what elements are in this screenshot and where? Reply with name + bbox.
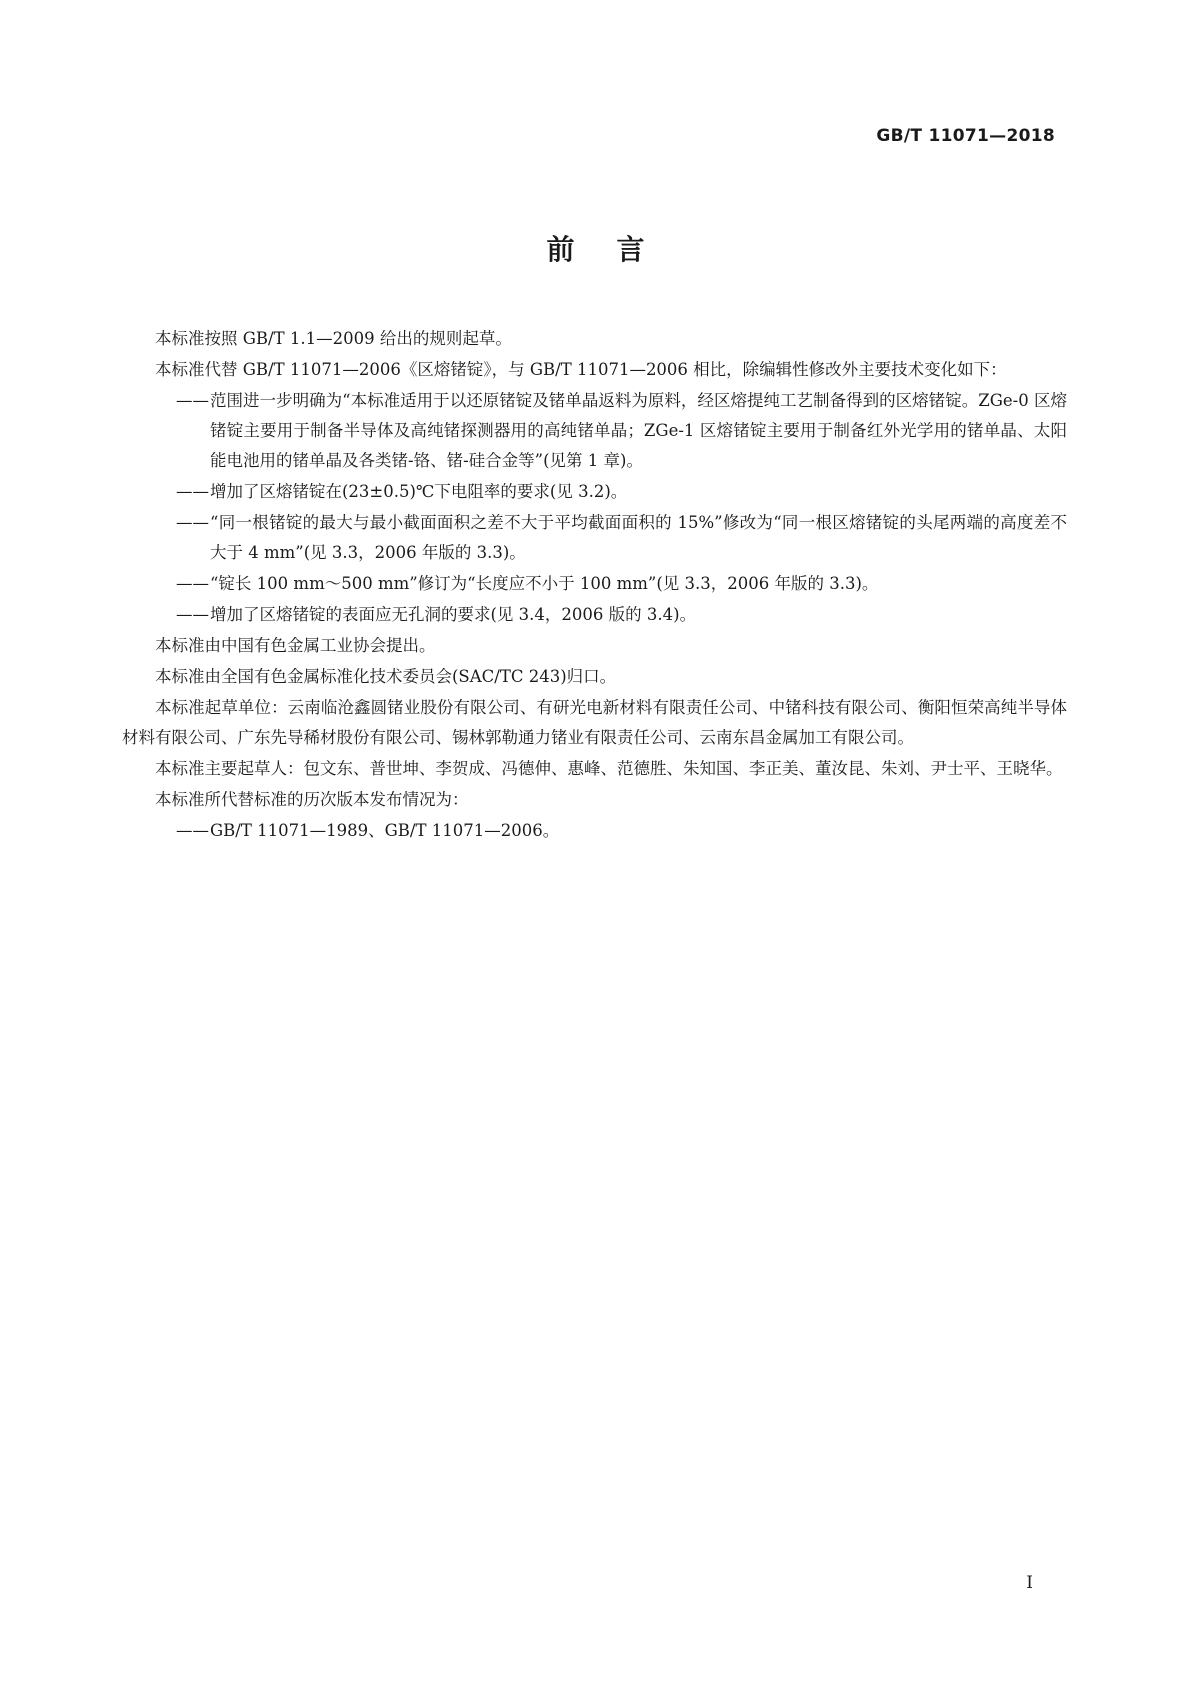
dash-marker: —— xyxy=(176,482,209,501)
history-item-text: GB/T 11071—1989、GB/T 11071—2006。 xyxy=(210,821,560,840)
paragraph-drafting-units: 本标准起草单位：云南临沧鑫圆锗业股份有限公司、有研光电新材料有限责任公司、中锗科技有限公司、衡阳恒荣高纯半导体材料有限公司、广东先导稀材股份有限公司、锡林郭勒通力锗业有限责任公司、云南东昌金属加工有限公司。 xyxy=(122,698,1067,747)
paragraph-history-intro: 本标准所代替标准的历次版本发布情况为： xyxy=(155,790,469,809)
document-body xyxy=(122,324,1067,847)
dash-marker: —— xyxy=(176,574,209,593)
dash-marker: —— xyxy=(176,391,209,410)
dash-marker: —— xyxy=(176,513,209,532)
page-title: 前言 xyxy=(546,233,687,266)
paragraph-proposed-by: 本标准由中国有色金属工业协会提出。 xyxy=(155,636,436,655)
dash-marker: —— xyxy=(176,821,209,840)
change-item-text: “锭长 100 mm～500 mm”修订为“长度应不小于 100 mm”(见 3.3，2006 年版的 3.3)。 xyxy=(210,574,879,593)
change-item-text: “同一根锗锭的最大与最小截面面积之差不大于平均截面面积的 15%”修改为“同一根区熔锗锭的头尾两端的高度差不大于 4 mm”(见 3.3，2006 年版的 3.3)。 xyxy=(210,513,1067,562)
paragraph-drafters: 本标准主要起草人：包文东、普世坤、李贺成、冯德伸、惠峰、范德胜、朱知国、李正美、董汝昆、朱刘、尹士平、王晓华。 xyxy=(155,759,1063,778)
change-item xyxy=(122,569,1067,599)
change-item xyxy=(122,600,1067,630)
change-item xyxy=(122,508,1067,568)
change-item xyxy=(122,477,1067,507)
change-item xyxy=(122,386,1067,476)
paragraph-centralized-by: 本标准由全国有色金属标准化技术委员会(SAC/TC 243)归口。 xyxy=(155,667,617,686)
change-item-text: 增加了区熔锗锭的表面应无孔洞的要求(见 3.4，2006 版的 3.4)。 xyxy=(210,605,697,624)
dash-marker: —— xyxy=(176,605,209,624)
history-item xyxy=(122,816,1067,846)
standard-code: GB/T 11071—2018 xyxy=(876,126,1055,146)
change-item-text: 增加了区熔锗锭在(23±0.5)℃下电阻率的要求(见 3.2)。 xyxy=(210,482,628,501)
change-item-text: 范围进一步明确为“本标准适用于以还原锗锭及锗单晶返料为原料，经区熔提纯工艺制备得到的区熔锗锭。ZGe-0 区熔锗锭主要用于制备半导体及高纯锗探测器用的高纯锗单晶；ZGe-1 区熔锗锭主要用于制备红外光学用的锗单晶、太阳能电池用的锗单晶及各类锗-铬、锗-硅合金等”(见第 1 章)。 xyxy=(210,391,1067,470)
page-number: I xyxy=(1026,1573,1033,1593)
paragraph-replacement: 本标准代替 GB/T 11071—2006《区熔锗锭》，与 GB/T 11071—2006 相比，除编辑性修改外主要技术变化如下： xyxy=(155,360,1007,379)
paragraph-drafting-rules: 本标准按照 GB/T 1.1—2009 给出的规则起草。 xyxy=(155,329,512,348)
